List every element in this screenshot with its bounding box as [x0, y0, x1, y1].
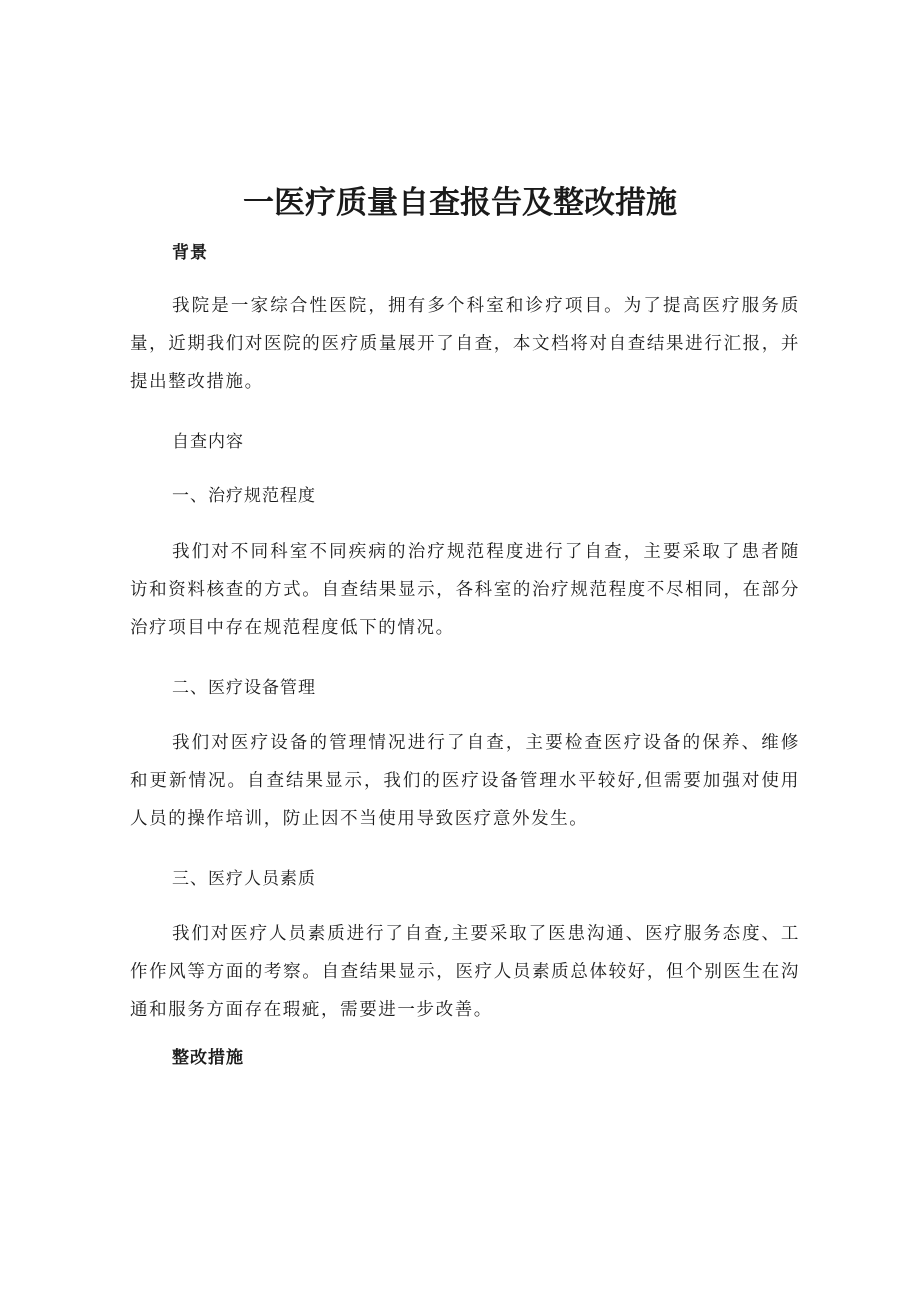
heading-self-check-content: 自查内容: [172, 432, 244, 452]
paragraph-staff-quality: 我们对医疗人员素质进行了自查,主要采取了医患沟通、医疗服务态度、工作作风等方面的考察。自查结果显示，医疗人员素质总体较好，但个别医生在沟通和服务方面存在瑕疵，需要进一步改善。: [130, 924, 800, 1020]
heading-background: 背景: [172, 243, 208, 263]
paragraph-background: 我院是一家综合性医院，拥有多个科室和诊疗项目。为了提高医疗服务质量，近期我们对医院的医疗质量展开了自查，本文档将对自查结果进行汇报，并提出整改措施。: [130, 296, 800, 392]
paragraph-equipment-management: 我们对医疗设备的管理情况进行了自查，主要检查医疗设备的保养、维修和更新情况。自查结果显示，我们的医疗设备管理水平较好,但需要加强对使用人员的操作培训，防止因不当使用导致医疗意外发生。: [130, 733, 800, 829]
heading-equipment-management: 二、医疗设备管理: [172, 678, 316, 698]
heading-treatment-standards: 一、治疗规范程度: [172, 486, 316, 506]
document-title: 一医疗质量自查报告及整改措施: [243, 185, 677, 221]
heading-rectification-measures: 整改措施: [172, 1048, 244, 1068]
heading-staff-quality: 三、医疗人员素质: [172, 869, 316, 889]
paragraph-treatment-standards: 我们对不同科室不同疾病的治疗规范程度进行了自查，主要采取了患者随访和资料核查的方式。自查结果显示，各科室的治疗规范程度不尽相同，在部分治疗项目中存在规范程度低下的情况。: [130, 542, 800, 638]
